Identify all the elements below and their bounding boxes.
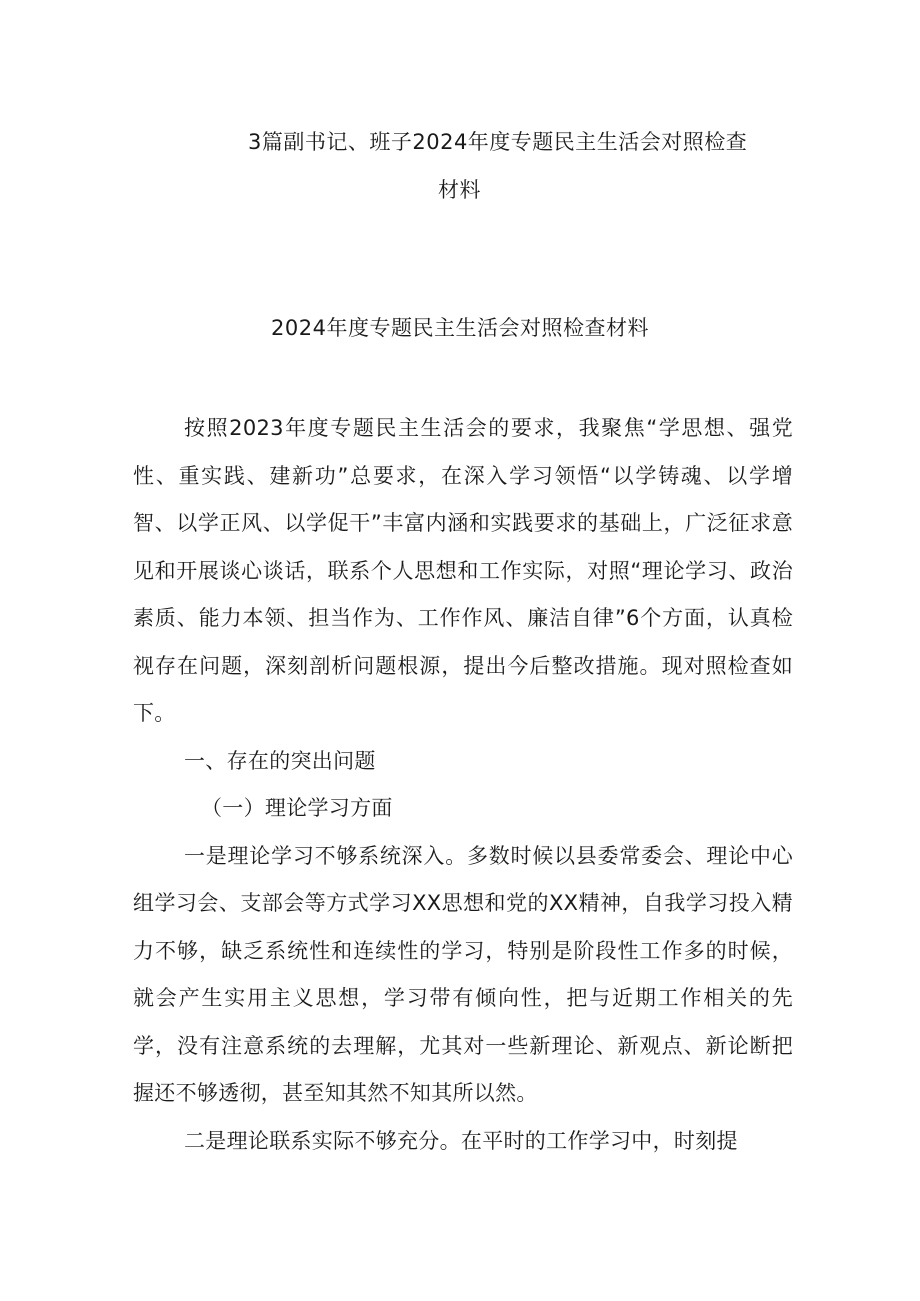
document-body <box>133 405 793 1165</box>
point-paragraph: 一是理论学习不够系统深入。多数时候以县委常委会、理论中心组学习会、支部会等方式学习XX思想和党的XX精神，自我学习投入精力不够，缺乏系统性和连续性的学习，特别是阶段性工作多的时候，就会产生实用主义思想，学习带有倾向性，把与近期工作相关的先学，没有注意系统的去理解，尤其对一些新理论、新观点、新论断把握还不够透彻，甚至知其然不知其所以然。 <box>133 843 793 1105</box>
point-paragraph-continued: 二是理论联系实际不够充分。在平时的工作学习中，时刻提 <box>184 1128 738 1153</box>
document-title-line2: 材料 <box>438 178 481 202</box>
document-title <box>248 118 808 214</box>
document-title-line1: 3篇副书记、班子2024年度专题民主生活会对照检查 <box>248 130 748 154</box>
section-heading: 一、存在的突出问题 <box>184 748 376 773</box>
subsection-heading: （一）理论学习方面 <box>201 796 393 820</box>
intro-paragraph: 按照2023年度专题民主生活会的要求，我聚焦“学思想、强党性、重实践、建新功”总要求，在深入学习领悟“以学铸魂、以学增智、以学正风、以学促干”丰富内涵和实践要求的基础上，广泛征求意见和开展谈心谈话，联系个人思想和工作实际，对照“理论学习、政治素质、能力本领、担当作为、工作作风、廉洁自律”6个方面，认真检视存在问题，深刻剖析问题根源，提出今后整改措施。现对照检查如下。 <box>133 416 793 725</box>
document-subtitle: 2024年度专题民主生活会对照检查材料 <box>271 316 649 340</box>
